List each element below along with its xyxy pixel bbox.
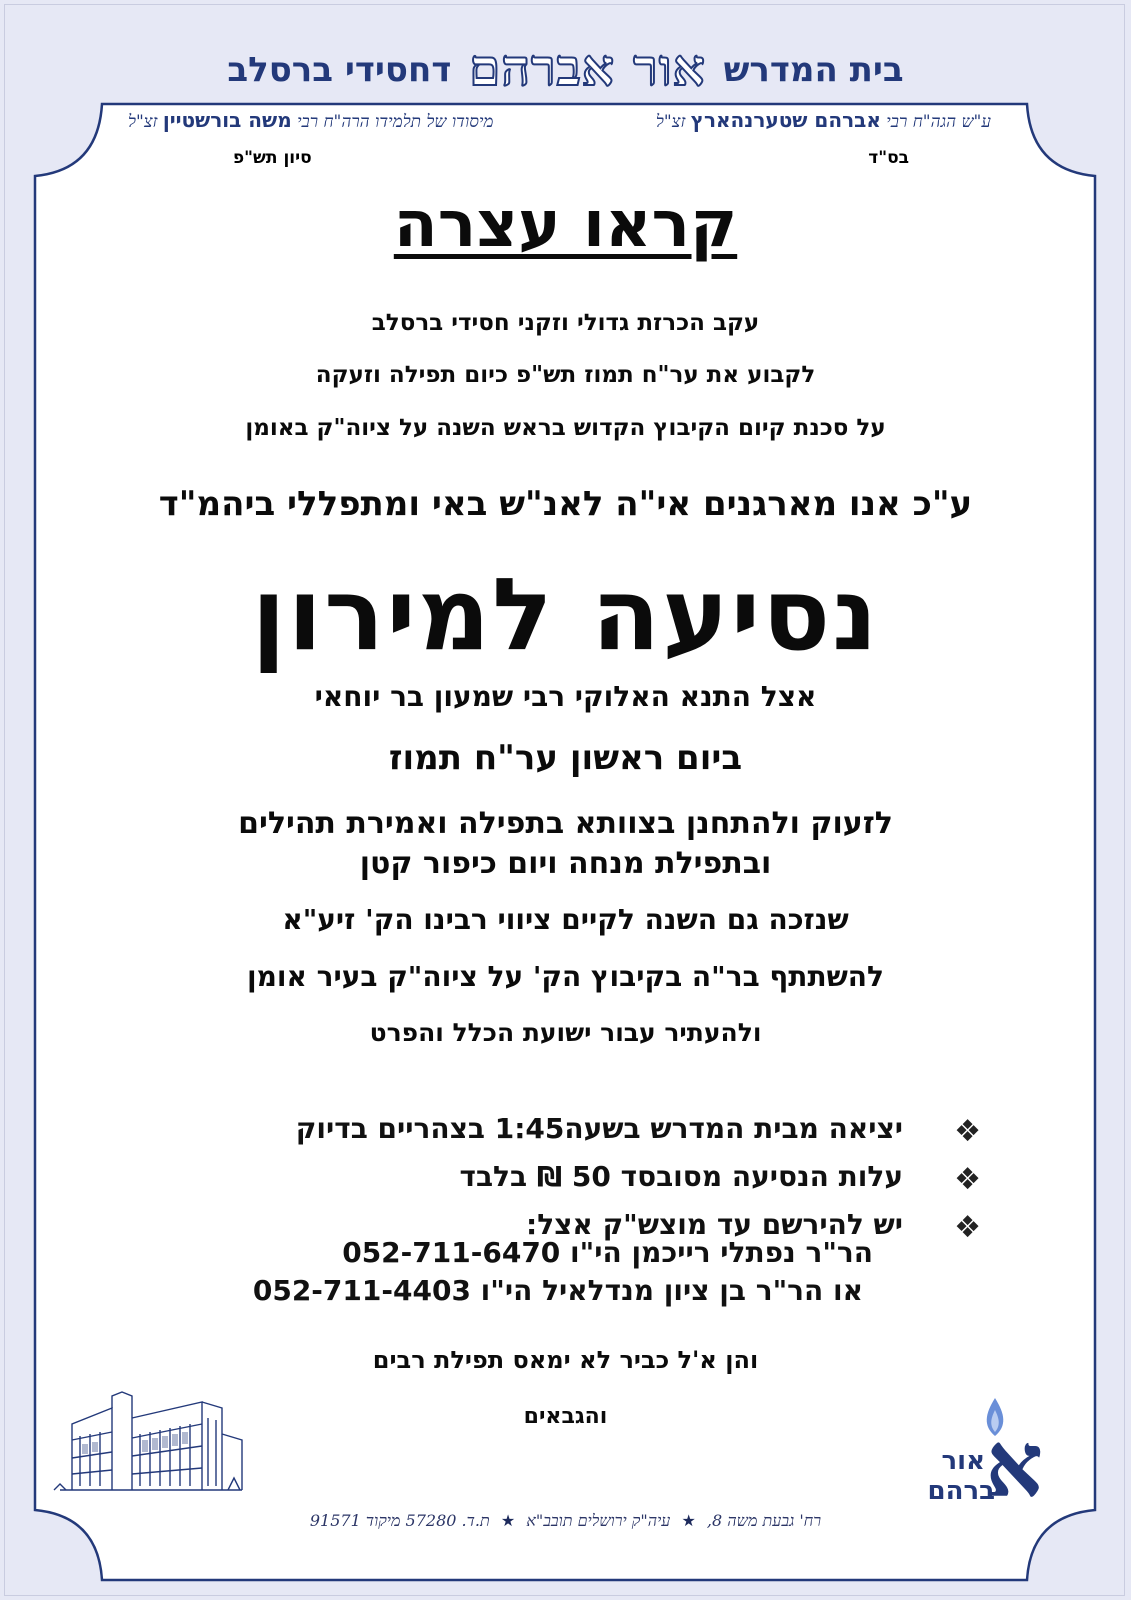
- star-icon: ★: [681, 1511, 696, 1530]
- signature-gabbaim: והגבאים: [523, 1404, 608, 1429]
- header-title-name: אור אברהם: [469, 38, 706, 97]
- departure-text: יציאה מבית המדרש בשעה1:45 בצהריים בדיוק: [295, 1112, 903, 1145]
- details-list: [161, 1112, 981, 1256]
- student-name: משה בורשטיין: [162, 108, 292, 132]
- date-label: סיון תש"פ: [233, 148, 312, 168]
- header-title-prefix: בית המדרש: [723, 50, 904, 90]
- student-line: [128, 108, 494, 134]
- logo-line-2: ברהם: [927, 1476, 995, 1506]
- body-line-7: ובתפילת מנחה ויום כיפור קטן: [359, 846, 772, 881]
- diamond-cluster-icon: ❖: [954, 1114, 981, 1149]
- footer-city: עיה"ק ירושלים תובב"א: [526, 1511, 671, 1530]
- body-line-6: לזעוק ולהתחנן בצוותא בתפילה ואמירת תהילים: [238, 806, 893, 841]
- list-item: [161, 1160, 981, 1208]
- body-line-4: ע"כ אנו מארגנים אי"ה לאנ"ש באי ומתפללי ביהמ"ד: [158, 484, 973, 524]
- student-suffix: זצ"ל: [128, 112, 158, 132]
- diamond-cluster-icon: ❖: [954, 1210, 981, 1245]
- founder-prefix: ע"ש הגה"ח רבי: [886, 112, 991, 132]
- closing-verse: והן א'ל כביר לא ימאס תפילת רבים: [372, 1346, 759, 1374]
- body-line-10: ולהעתיר עבור ישועת הכלל והפרט: [369, 1018, 762, 1047]
- logo-line-1: אור: [941, 1446, 985, 1476]
- register-text: יש להירשם עד מוצש"ק אצל:: [526, 1208, 903, 1241]
- or-avraham-logo: [899, 1392, 1049, 1518]
- body-line-3: על סכנת קיום הקיבוץ הקדוש בראש השנה על ציוה"ק באומן: [245, 415, 886, 441]
- synagogue-building-icon: [52, 1378, 252, 1498]
- student-prefix: מיסודו של תלמידו הרה"ח רבי: [297, 112, 494, 132]
- list-item: [161, 1112, 981, 1160]
- contact-1: הר"ר נפתלי רייכמן הי"ו 052-711-6470: [342, 1236, 873, 1269]
- trip-day: ביום ראשון ער"ח תמוז: [388, 738, 743, 778]
- star-icon: ★: [500, 1511, 516, 1530]
- founder-suffix: זצ"ל: [655, 112, 686, 132]
- founder-name: אברהם שטערנהארץ: [690, 108, 881, 132]
- body-line-5: אצל התנא האלוקי רבי שמעון בר יוחאי: [314, 680, 817, 713]
- contact-2: או הר"ר בן ציון מנדלאיל הי"ו 052-711-4403: [252, 1274, 863, 1307]
- header-title: [0, 38, 1131, 97]
- footer-street: רח' גבעת משה 8,: [706, 1511, 822, 1530]
- header-title-suffix: דחסידי ברסלב: [227, 50, 452, 90]
- footer-po-box: ת.ד. 57280 מיקוד 91571: [309, 1511, 490, 1530]
- cost-text: עלות הנסיעה מסובסד 50 ₪ בלבד: [459, 1160, 903, 1193]
- body-line-8: שנזכה גם השנה לקיים ציווי רבינו הק' זיע"א: [282, 903, 849, 936]
- logo-big-letter: א: [985, 1412, 1043, 1518]
- bsd-label: בס"ד: [868, 148, 909, 168]
- body-line-2: לקבוע את ער"ח תמוז תש"פ כיום תפילה וזעקה: [315, 362, 816, 388]
- body-line-9: להשתתף בר"ה בקיבוץ הק' על ציוה"ק בעיר אומן: [247, 960, 884, 993]
- founder-line: [656, 108, 991, 134]
- footer-address: [0, 1511, 1131, 1531]
- main-heading: קראו עצרה: [393, 188, 738, 262]
- trip-title: נסיעה למירון: [251, 556, 880, 673]
- body-line-1: עקב הכרזת גדולי וזקני חסידי ברסלב: [371, 310, 760, 336]
- diamond-cluster-icon: ❖: [954, 1162, 981, 1197]
